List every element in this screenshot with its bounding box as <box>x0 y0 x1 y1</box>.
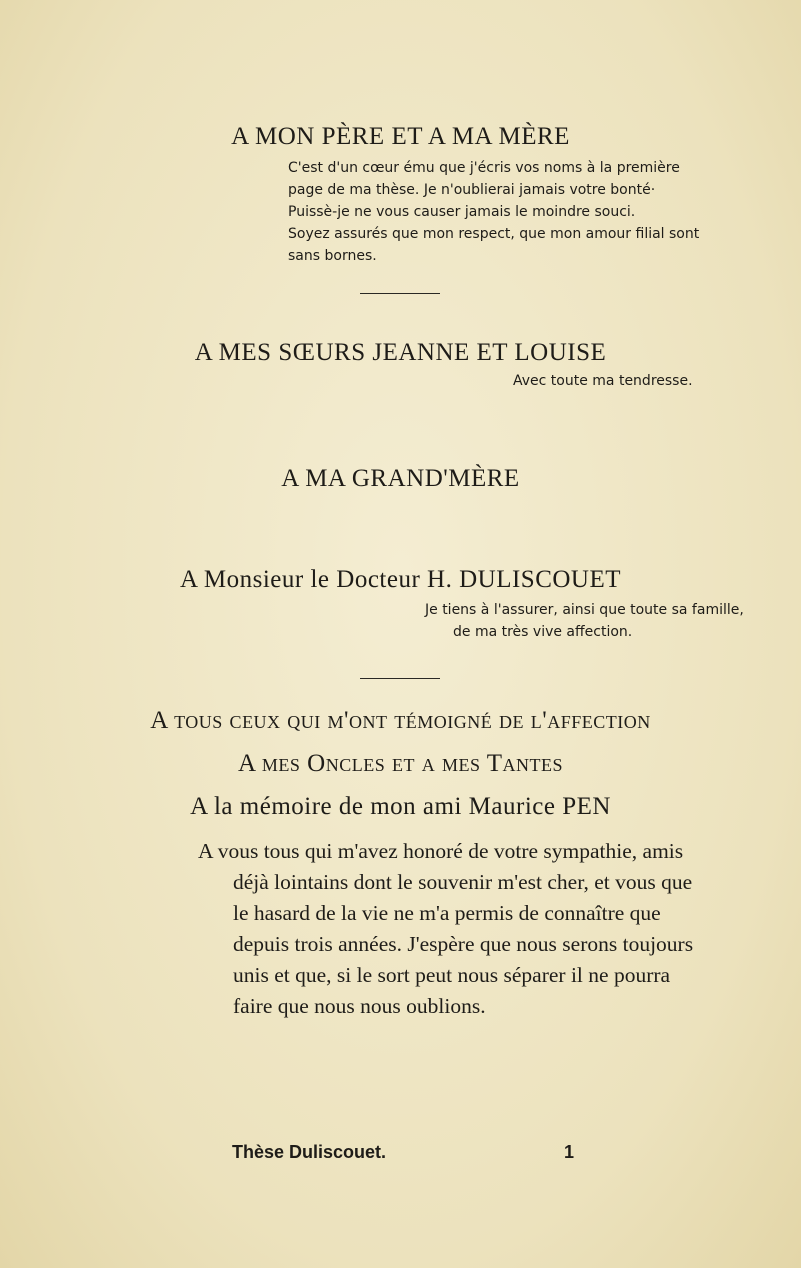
divider-rule <box>360 678 440 679</box>
paragraph-line: déjà lointains dont le souvenir m'est cher, et vous que <box>233 870 693 894</box>
dedication-sisters-title: A MES SŒURS JEANNE ET LOUISE <box>194 339 607 366</box>
page-number: 1 <box>564 1142 575 1162</box>
text-line: Puissè-je ne vous causer jamais le moindre souci. <box>288 204 636 220</box>
text-line: page de ma thèse. Je n'oublierai jamais votre bonté· <box>288 182 656 198</box>
divider-rule <box>360 293 440 294</box>
paragraph-line: faire que nous nous oublions. <box>233 994 486 1018</box>
dedication-memory-title: A la mémoire de mon ami Maurice PEN <box>190 793 611 820</box>
text-line: Soyez assurés que mon respect, que mon amour filial sont <box>288 226 700 242</box>
paragraph-line: unis et que, si le sort peut nous séparer il ne pourra <box>233 963 671 987</box>
text-line: de ma très vive affection. <box>453 624 633 640</box>
text-line: Je tiens à l'assurer, ainsi que toute sa famille, <box>425 602 744 618</box>
dedication-grandmother-title: A MA GRAND'MÈRE <box>281 465 520 492</box>
paragraph-line: A vous tous qui m'avez honoré de votre sympathie, amis <box>198 839 684 863</box>
dedication-doctor-title: A Monsieur le Docteur H. DULISCOUET <box>179 566 622 593</box>
dedication-relatives-title: A mes Oncles et a mes Tantes <box>237 750 564 777</box>
paragraph-line: le hasard de la vie ne m'a permis de connaître que <box>233 901 661 925</box>
text-line: C'est d'un cœur ému que j'écris vos noms à la première <box>288 160 680 176</box>
dedication-sisters-note: Avec toute ma tendresse. <box>513 373 693 389</box>
dedication-parents-title: A MON PÈRE ET A MA MÈRE <box>231 123 570 150</box>
footer-title: Thèse Duliscouet. <box>232 1142 387 1162</box>
dedication-friends-paragraph <box>198 836 753 1022</box>
paragraph-line: depuis trois années. J'espère que nous serons toujours <box>233 932 694 956</box>
dedication-all-title: A tous ceux qui m'ont témoigné de l'affection <box>150 707 651 734</box>
text-line: sans bornes. <box>288 248 377 264</box>
